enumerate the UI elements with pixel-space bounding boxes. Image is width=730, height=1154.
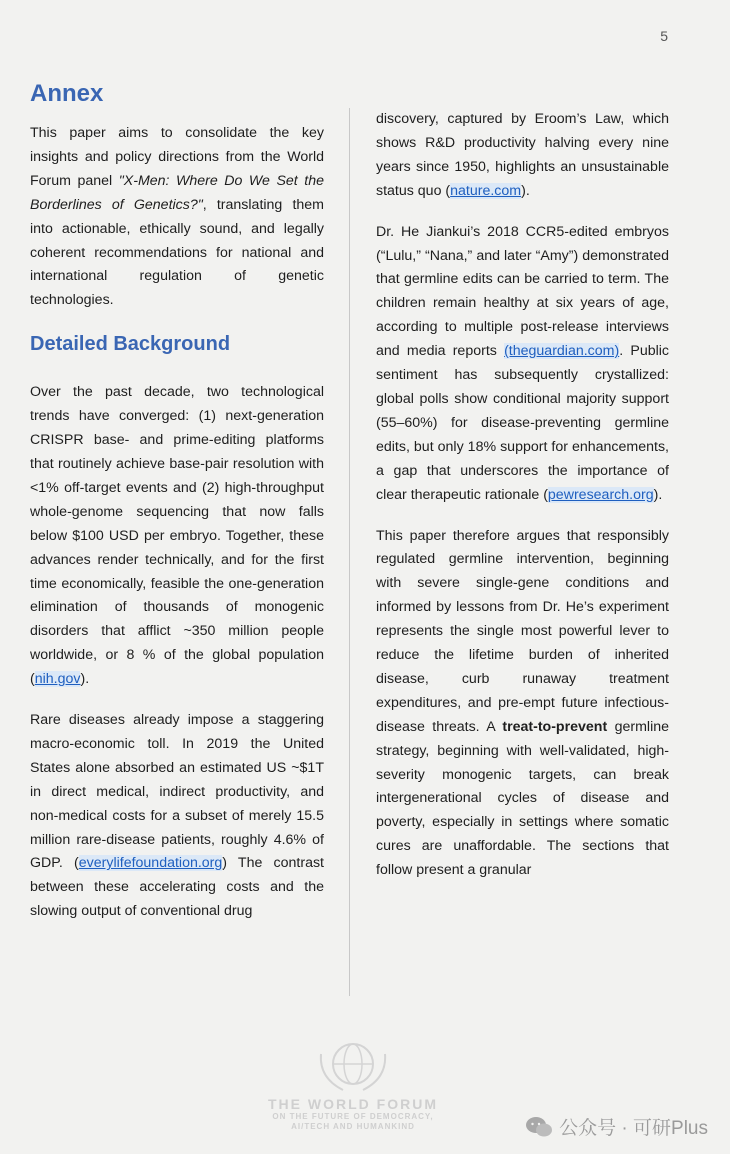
paragraph-text: Rare diseases already impose a staggering macro-economic toll. In 2019 the United States alone absorbed an estimated US ~$1T in direct medical, indirect productivity, and non-medical costs for a subset of merely 15.5 million rare-disease patients, roughly 4.6% of GDP. ( — [30, 712, 324, 872]
paragraph-text-end: ) The contrast between these accelerating costs and the slowing output of conventional drug — [30, 855, 324, 920]
paragraph-text: This paper therefore argues that responsibly regulated germline intervention, beginning with severe single-gene conditions and informed by lessons from Dr. He’s experiment represents the single most powerful lever to reduce the lifetime burden of inherited disease, curb runaway treatment expenditures, and pre-empt future infectious-disease threats. A — [376, 527, 669, 735]
paragraph-text-end: ). — [80, 671, 90, 688]
right-paragraph-1 — [376, 108, 669, 204]
watermark-text: 公众号 · 可研Plus — [559, 1118, 708, 1139]
paragraph-text-middle: . Public sentiment has subsequently crystallized: global polls show conditional majority support (55–60%) for disease-preventing germline edits, but only 18% support for enhancements, a gap that underscores the importance of clear therapeutic rationale ( — [376, 343, 670, 503]
paragraph-text-end: ). — [653, 486, 663, 503]
logo-subtitle-1: ON THE FUTURE OF DEMOCRACY, — [272, 1112, 434, 1121]
right-paragraph-2 — [376, 221, 669, 508]
logo-subtitle-2: AI/TECH AND HUMANKIND — [291, 1122, 415, 1131]
annex-text-end: , translating them into actionable, ethically sound, and legally coherent recommendations for national and international regulation of genetic technologies. — [30, 196, 324, 309]
everylife-link[interactable]: everylifefoundation.org — [78, 855, 223, 872]
annex-text: This paper aims to consolidate the key insights and policy directions from the World Forum panel — [30, 125, 324, 189]
world-forum-logo — [258, 1034, 448, 1134]
paragraph-text-end: germline strategy, beginning with well-validated, high-severity monogenic targets, can break intergenerational cycles of disease and poverty, especially in settings where somatic cures are unaffordable. The sections that follow present a granular — [376, 718, 670, 879]
page-number: 5 — [660, 28, 668, 44]
annex-heading: Annex — [30, 80, 104, 107]
annex-paragraph — [30, 122, 324, 313]
right-column — [376, 108, 669, 900]
wechat-watermark — [525, 1113, 708, 1140]
column-divider — [349, 108, 350, 996]
paragraph-text: Over the past decade, two technological trends have converged: (1) next-generation CRISPR base- and prime-editing platforms that routinely achieve base-pair resolution with <1% off-target events and (2) high-throughput whole-genome sequencing that now falls below $100 USD per embryo. Together, these advances render technically, and for the first time economically, feasible the one-generation elimination of thousands of monogenic disorders that afflict ~350 million people worldwide, or 8 % of the global population ( — [30, 384, 324, 688]
background-paragraph-2 — [30, 709, 324, 924]
nature-link[interactable]: nature.com — [450, 182, 522, 199]
background-paragraph-1 — [30, 381, 324, 692]
globe-hands-icon — [313, 1034, 393, 1098]
nih-link[interactable]: nih.gov — [34, 671, 81, 688]
left-column — [30, 78, 324, 941]
panel-title: "X-Men: Where Do We Set the Borderlines of Genetics?" — [30, 172, 324, 213]
logo-title: THE WORLD FORUM — [268, 1096, 438, 1112]
background-heading: Detailed Background — [30, 333, 231, 356]
paragraph-text-end: ). — [521, 182, 530, 199]
paragraph-text: discovery, captured by Eroom’s Law, which shows R&D productivity halving every nine years since 1950, highlights an unsustainable status quo ( — [376, 111, 669, 199]
pewresearch-link[interactable]: pewresearch.org — [547, 486, 654, 503]
treat-to-prevent-term: treat-to-prevent — [502, 718, 608, 735]
wechat-icon — [525, 1116, 553, 1138]
guardian-link[interactable]: (theguardian.com) — [504, 343, 620, 360]
right-paragraph-3 — [376, 525, 669, 884]
paragraph-text: Dr. He Jiankui’s 2018 CCR5-edited embryos (“Lulu,” “Nana,” and later “Amy”) demonstrated that germline edits can be carried to term. The children remain healthy at six years of age, according to multiple post-release interviews and media reports — [376, 223, 669, 360]
